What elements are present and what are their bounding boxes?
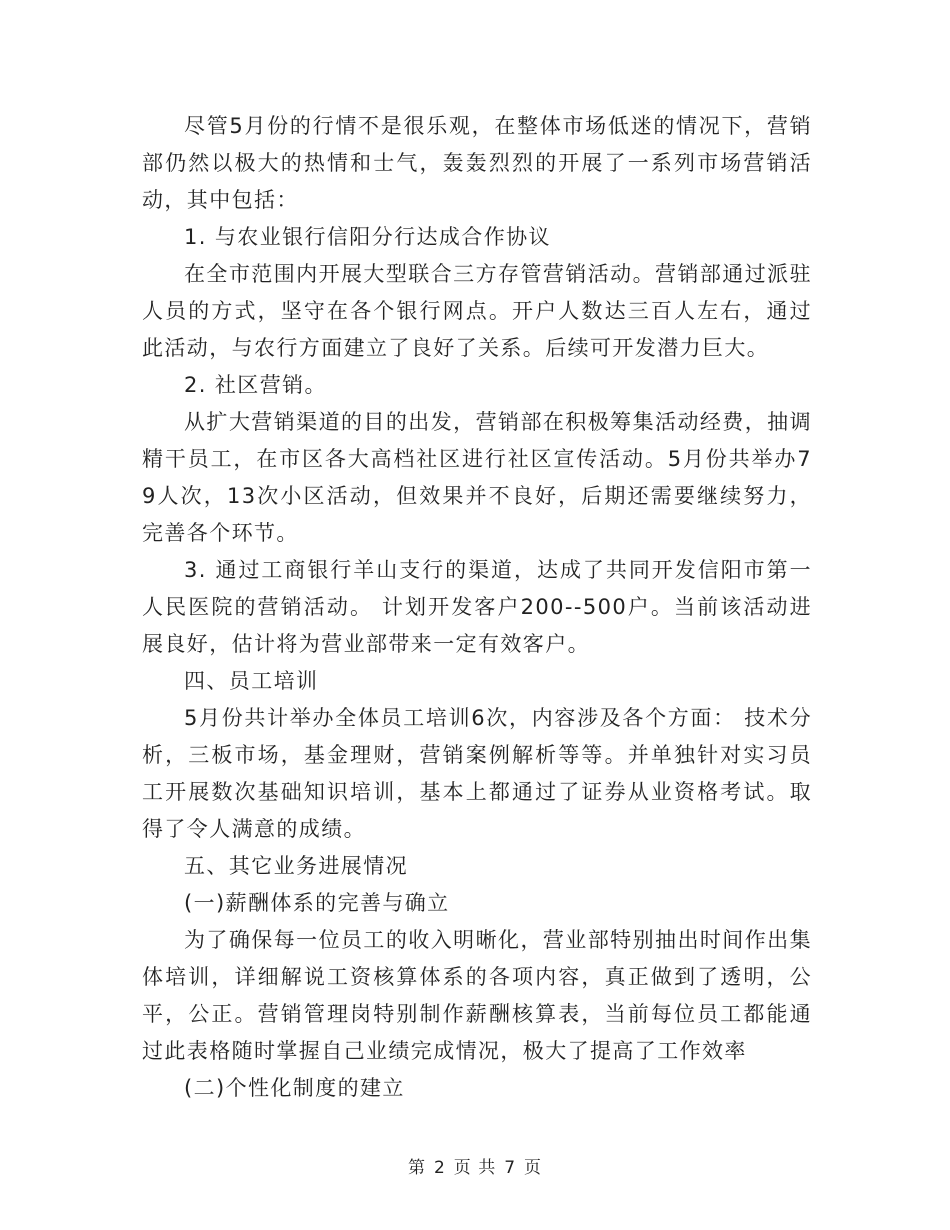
paragraph-item-3: 3. 通过工商银行羊山支行的渠道，达成了共同开发信阳市第一人民医院的营销活动。 计划开发客户200--500户。当前该活动进展良好，估计将为营业部带来一定有效客户。 [142,558,812,656]
paragraph-intro: 尽管5月份的行情不是很乐观，在整体市场低迷的情况下，营销部仍然以极大的热情和士气，轰轰烈烈的开展了一系列市场营销活动，其中包括： [142,114,812,212]
footer-suffix: 页 [524,1158,543,1178]
paragraph-item-2: 从扩大营销渠道的目的出发，营销部在积极筹集活动经费，抽调精干员工，在市区各大高档社区进行社区宣传活动。5月份共举办79人次，13次小区活动，但效果并不良好，后期还需要继续努力，完善各个环节。 [142,410,812,545]
footer-current-page: 2 [433,1158,446,1178]
item-heading-1: 1. 与农业银行信阳分行达成合作协议 [184,225,551,249]
section-heading-other: 五、其它业务进展情况 [184,854,408,878]
paragraph-item-1: 在全市范围内开展大型联合三方存管营销活动。营销部通过派驻人员的方式，坚守在各个银行网点。开户人数达三百人左右，通过此活动，与农行方面建立了良好了关系。后续可开发潜力巨大。 [142,262,812,360]
subsection-heading-salary: (一)薪酬体系的完善与确立 [184,891,450,915]
footer-middle: 页 共 [453,1158,497,1178]
paragraph-training: 5月份共计举办全体员工培训6次，内容涉及各个方面： 技术分析，三板市场，基金理财，营销案例解析等等。并单独针对实习员工开展数次基础知识培训，基本上都通过了证券从业资格考试。取得了令人满意的成绩。 [142,706,812,841]
footer-prefix: 第 [407,1158,426,1178]
item-heading-2: 2. 社区营销。 [184,373,327,397]
page-footer [0,1153,950,1178]
subsection-heading-policy: (二)个性化制度的建立 [184,1076,405,1100]
paragraph-salary: 为了确保每一位员工的收入明晰化，营业部特别抽出时间作出集体培训，详细解说工资核算体系的各项内容，真正做到了透明，公平，公正。营销管理岗特别制作薪酬核算表，当前每位员工都能通过此表格随时掌握自己业绩完成情况，极大了提高了工作效率 [142,928,812,1063]
footer-total-pages: 7 [504,1158,517,1178]
document-body [142,108,812,1107]
section-heading-training: 四、员工培训 [184,669,319,693]
